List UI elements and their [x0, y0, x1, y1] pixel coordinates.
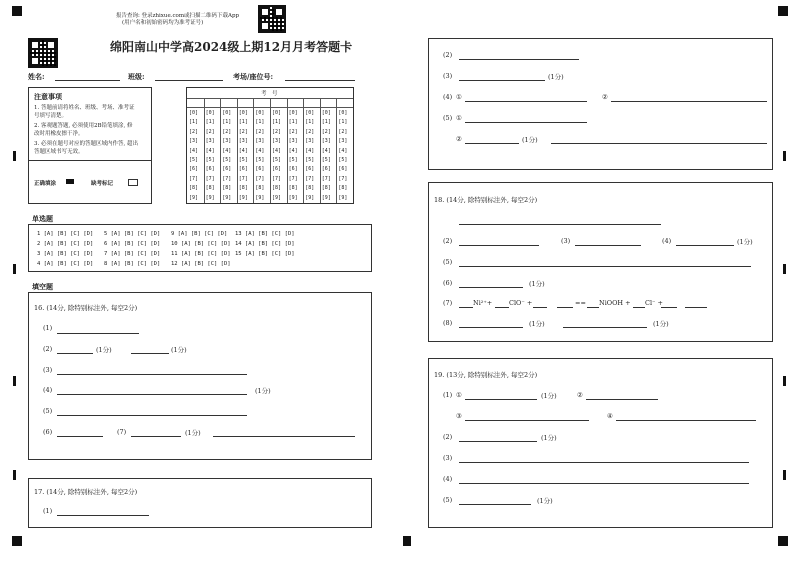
q18-answer-5[interactable] [459, 266, 751, 267]
exam-digit-bubble[interactable]: [2] [272, 128, 282, 135]
exam-digit-bubble[interactable]: [9] [205, 194, 215, 201]
exam-digit-bubble[interactable]: [0] [272, 110, 282, 116]
q16-answer-1[interactable] [57, 333, 139, 334]
q17-part-label: (1) [43, 507, 53, 515]
equation-clo-ion: ClO⁻ + [509, 299, 533, 307]
mc-question-row[interactable]: 9 [A] [B] [C] [D] [171, 231, 228, 237]
q16-answer-7b[interactable] [213, 436, 355, 437]
circled-two: ② [577, 391, 583, 399]
q18-box [428, 182, 773, 342]
exam-digit-bubble[interactable]: [7] [305, 175, 315, 182]
exam-digit-bubble[interactable]: [5] [272, 157, 282, 163]
q17-continued-box [428, 38, 773, 170]
qr-code-side [28, 38, 58, 68]
score-note: (1分) [541, 392, 557, 400]
q17-answer-4a[interactable] [465, 101, 587, 102]
mc-section-title: 单选题 [32, 214, 53, 223]
exam-digit-bubble[interactable]: [2] [288, 128, 298, 135]
mc-question-row[interactable]: 10 [A] [B] [C] [D] [171, 241, 231, 247]
side-mark [13, 470, 16, 480]
notice-line: 2. 客观题答题, 必须使用2B铅笔填涂, 修 [34, 123, 133, 129]
exam-digit-bubble[interactable]: [7] [288, 175, 298, 182]
exam-digit-bubble[interactable]: [9] [272, 194, 282, 201]
mc-box [28, 224, 372, 272]
q17-answer-3[interactable] [459, 80, 545, 81]
equation-niooh: NiOOH + [599, 299, 631, 307]
notice-box [28, 87, 152, 204]
name-field[interactable] [55, 80, 120, 81]
exam-digit-bubble[interactable]: [6] [222, 166, 232, 173]
exam-digit-bubble[interactable]: [6] [321, 166, 331, 173]
exam-digit-bubble[interactable]: [0] [238, 110, 248, 116]
exam-digit-bubble[interactable]: [7] [222, 175, 232, 182]
q19-heading: 19. (13分, 除特别标注外, 每空2分) [434, 371, 538, 379]
notice-line: 1. 答题前请将姓名、班级、考场、准考证 [34, 105, 135, 111]
exam-digit-bubble[interactable]: [7] [205, 175, 215, 182]
exam-digit-bubble[interactable]: [6] [338, 166, 348, 173]
exam-digit-bubble[interactable]: [9] [338, 194, 348, 201]
q16-answer-5[interactable] [57, 415, 247, 416]
exam-digit-bubble[interactable]: [7] [272, 175, 282, 182]
q17-answer-5a[interactable] [465, 122, 587, 123]
corner-mark-bl [12, 536, 22, 546]
score-note: (1分) [171, 346, 187, 354]
notice-line: 改时用橡皮擦干净。 [34, 131, 84, 137]
exam-digit-bubble[interactable]: [8] [338, 185, 348, 192]
q16-answer-4[interactable] [57, 394, 247, 395]
equation-ni-ion: Ni²⁺+ [473, 299, 493, 307]
exam-digit-bubble[interactable]: [5] [205, 157, 215, 163]
q16-answer-7a[interactable] [131, 436, 181, 437]
mc-question-row[interactable]: 12 [A] [B] [C] [D] [171, 261, 231, 267]
correct-fill-sample [66, 179, 74, 184]
side-mark [783, 376, 786, 386]
q19-part-label: (4) [443, 475, 453, 483]
q19-answer-1a[interactable] [465, 399, 537, 400]
exam-digit-bubble[interactable]: [0] [321, 110, 331, 116]
q17-part-label: (2) [443, 51, 453, 59]
exam-digit-bubble[interactable]: [1] [338, 119, 348, 126]
class-field[interactable] [155, 80, 223, 81]
exam-digit-bubble[interactable]: [9] [222, 194, 232, 201]
exam-digit-bubble[interactable]: [6] [272, 166, 282, 173]
score-note: (1分) [96, 346, 112, 354]
exam-digit-bubble[interactable]: [8] [305, 185, 315, 192]
qr-code-top [258, 5, 286, 33]
corner-mark-br [778, 536, 788, 546]
q17-box [28, 478, 372, 528]
q19-answer-5[interactable] [459, 504, 531, 505]
equation-arrow: == [575, 299, 586, 307]
q16-answer-6[interactable] [57, 436, 103, 437]
side-mark [783, 264, 786, 274]
q19-answer-4[interactable] [459, 483, 749, 484]
circled-one: ① [456, 391, 462, 399]
score-note: (1分) [255, 387, 271, 395]
q18-answer-1[interactable] [459, 224, 661, 225]
notice-title: 注意事项 [34, 92, 62, 101]
exam-digit-bubble[interactable]: [1] [255, 119, 265, 126]
exam-digit-bubble[interactable]: [2] [238, 128, 248, 135]
q18-part-label: (6) [443, 279, 453, 287]
exam-digit-bubble[interactable]: [0] [338, 110, 348, 116]
q18-heading: 18. (14分, 除特别标注外, 每空2分) [434, 196, 538, 204]
score-note: (1分) [185, 429, 201, 437]
exam-number-grid[interactable] [186, 87, 354, 204]
exam-digit-bubble[interactable]: [9] [288, 194, 298, 201]
absent-mark-label: 缺考标记 [91, 181, 114, 187]
circled-two: ② [456, 135, 462, 143]
exam-digit-bubble[interactable]: [7] [189, 175, 199, 182]
q18-part-label: (2) [443, 237, 453, 245]
exam-digit-bubble[interactable]: [2] [222, 128, 232, 135]
exam-digit-bubble[interactable]: [0] [288, 110, 298, 116]
score-note: (1分) [537, 497, 553, 505]
exam-digit-bubble[interactable]: [7] [255, 175, 265, 182]
exam-digit-bubble[interactable]: [2] [305, 128, 315, 135]
q16-part-label: (3) [43, 366, 53, 374]
seat-label: 考场/座位号: [233, 72, 274, 81]
exam-digit-bubble[interactable]: [0] [255, 110, 265, 116]
mc-question-row[interactable]: 8 [A] [B] [C] [D] [104, 261, 161, 267]
exam-digit-bubble[interactable]: [1] [288, 119, 298, 126]
exam-digit-bubble[interactable]: [9] [305, 194, 315, 201]
name-label: 姓名: [28, 72, 45, 81]
report-line-1: 报告查询: 登录zhixue.com或扫描二维码下载App [116, 13, 240, 19]
exam-digit-bubble[interactable]: [3] [272, 138, 282, 145]
side-mark [783, 470, 786, 480]
fill-section-title: 填空题 [32, 282, 53, 291]
q18-part-label: (4) [662, 237, 672, 245]
q16-part-label: (1) [43, 324, 53, 332]
q17-answer-2[interactable] [459, 59, 579, 60]
q17-answer-5c[interactable] [551, 143, 767, 144]
exam-digit-bubble[interactable]: [2] [189, 128, 199, 135]
q18-eq-blank-8[interactable] [685, 307, 707, 308]
exam-digit-bubble[interactable]: [4] [205, 147, 215, 154]
mc-question-row[interactable]: 13 [A] [B] [C] [D] [235, 231, 295, 237]
exam-digit-bubble[interactable]: [0] [305, 110, 315, 116]
q19-answer-3[interactable] [459, 462, 749, 463]
q17-answer-1[interactable] [57, 515, 149, 516]
exam-digit-bubble[interactable]: [4] [288, 147, 298, 154]
exam-digit-bubble[interactable]: [1] [321, 119, 331, 126]
q18-answer-8b[interactable] [563, 327, 647, 328]
q18-eq-blank-4[interactable] [557, 307, 573, 308]
q19-answer-1b[interactable] [586, 399, 658, 400]
q17-answer-4b[interactable] [611, 101, 767, 102]
class-label: 班级: [128, 72, 145, 81]
exam-digit-bubble[interactable]: [3] [255, 138, 265, 145]
mc-question-row[interactable]: 3 [A] [B] [C] [D] [37, 251, 94, 257]
score-note: (1分) [522, 136, 538, 144]
side-mark [13, 151, 16, 161]
exam-digit-bubble[interactable]: [1] [272, 119, 282, 126]
exam-digit-bubble[interactable]: [5] [321, 157, 331, 163]
mc-question-row[interactable]: 5 [A] [B] [C] [D] [104, 231, 161, 237]
mc-question-row[interactable]: 4 [A] [B] [C] [D] [37, 261, 94, 267]
exam-digit-bubble[interactable]: [4] [272, 147, 282, 154]
circled-two: ② [602, 93, 608, 101]
q19-answer-2[interactable] [459, 441, 537, 442]
exam-digit-bubble[interactable]: [5] [189, 157, 199, 163]
exam-digit-bubble[interactable]: [6] [305, 166, 315, 173]
q18-eq-blank-7[interactable] [661, 307, 677, 308]
mc-question-row[interactable]: 6 [A] [B] [C] [D] [104, 241, 161, 247]
exam-digit-bubble[interactable]: [3] [238, 138, 248, 145]
exam-digit-bubble[interactable]: [4] [305, 147, 315, 154]
exam-digit-bubble[interactable]: [5] [305, 157, 315, 163]
exam-digit-bubble[interactable]: [3] [222, 138, 232, 145]
q16-part-label: (6) [43, 428, 53, 436]
exam-digit-bubble[interactable]: [8] [222, 185, 232, 192]
score-note: (1分) [529, 280, 545, 288]
exam-digit-bubble[interactable]: [6] [288, 166, 298, 173]
exam-digit-bubble[interactable]: [4] [222, 147, 232, 154]
exam-digit-bubble[interactable]: [5] [338, 157, 348, 163]
q19-part-label: (5) [443, 496, 453, 504]
exam-digit-bubble[interactable]: [5] [288, 157, 298, 163]
exam-digit-bubble[interactable]: [3] [305, 138, 315, 145]
exam-digit-bubble[interactable]: [4] [255, 147, 265, 154]
q18-part-label: (7) [443, 299, 453, 307]
exam-digit-bubble[interactable]: [8] [272, 185, 282, 192]
q18-eq-blank-1[interactable] [459, 307, 473, 308]
exam-digit-bubble[interactable]: [8] [189, 185, 199, 192]
q16-part-label: (5) [43, 407, 53, 415]
exam-digit-bubble[interactable]: [4] [321, 147, 331, 154]
mc-question-row[interactable]: 14 [A] [B] [C] [D] [235, 241, 295, 247]
exam-digit-bubble[interactable]: [8] [288, 185, 298, 192]
exam-digit-bubble[interactable]: [4] [238, 147, 248, 154]
q19-part-label: (1) [443, 391, 453, 399]
exam-digit-bubble[interactable]: [1] [205, 119, 215, 126]
q16-part-label: (2) [43, 345, 53, 353]
exam-digit-bubble[interactable]: [5] [238, 157, 248, 163]
equation-cl-ion: Cl⁻ + [645, 299, 663, 307]
exam-digit-bubble[interactable]: [6] [189, 166, 199, 173]
q16-answer-3[interactable] [57, 374, 247, 375]
exam-digit-bubble[interactable]: [2] [255, 128, 265, 135]
q19-part-label: (2) [443, 433, 453, 441]
exam-digit-bubble[interactable]: [2] [205, 128, 215, 135]
mc-question-row[interactable]: 11 [A] [B] [C] [D] [171, 251, 231, 257]
mc-question-row[interactable]: 15 [A] [B] [C] [D] [235, 251, 295, 257]
exam-digit-bubble[interactable]: [7] [338, 175, 348, 182]
q17-answer-5b[interactable] [465, 143, 519, 144]
report-line-2: (用户名和初始密码均为准考证号) [122, 20, 204, 26]
exam-digit-bubble[interactable]: [0] [205, 110, 215, 116]
score-note: (1分) [541, 434, 557, 442]
page-title: 绵阳南山中学高2024级上期12月月考答题卡 [110, 40, 353, 54]
exam-digit-bubble[interactable]: [0] [222, 110, 232, 116]
correct-fill-label: 正确填涂 [34, 181, 57, 187]
exam-digit-bubble[interactable]: [3] [321, 138, 331, 145]
exam-digit-bubble[interactable]: [6] [255, 166, 265, 173]
exam-digit-bubble[interactable]: [9] [321, 194, 331, 201]
exam-number-label: 考 号 [261, 91, 278, 97]
exam-digit-bubble[interactable]: [1] [222, 119, 232, 126]
exam-digit-bubble[interactable]: [1] [238, 119, 248, 126]
exam-digit-bubble[interactable]: [6] [238, 166, 248, 173]
exam-digit-bubble[interactable]: [7] [238, 175, 248, 182]
exam-digit-bubble[interactable]: [8] [255, 185, 265, 192]
seat-field[interactable] [285, 80, 355, 81]
circled-one: ① [456, 93, 462, 101]
score-note: (1分) [529, 320, 545, 328]
exam-digit-bubble[interactable]: [0] [189, 110, 199, 116]
exam-digit-bubble[interactable]: [1] [189, 119, 199, 126]
q18-eq-blank-6[interactable] [633, 307, 645, 308]
q18-eq-blank-2[interactable] [495, 307, 509, 308]
q17-part-label: (4) [443, 93, 453, 101]
exam-digit-bubble[interactable]: [3] [189, 138, 199, 145]
q16-answer-2b[interactable] [131, 353, 169, 354]
q18-answer-8a[interactable] [459, 327, 523, 328]
q18-part-label: (5) [443, 258, 453, 266]
q19-answer-1d[interactable] [616, 420, 756, 421]
q19-part-label: (3) [443, 454, 453, 462]
notice-line: 3. 必须在题号对应的答题区域内作答, 超出 [34, 141, 138, 147]
side-mark [13, 264, 16, 274]
side-mark [783, 151, 786, 161]
q16-box [28, 292, 372, 460]
q19-box [428, 358, 773, 528]
exam-digit-bubble[interactable]: [8] [321, 185, 331, 192]
q18-part-label: (8) [443, 319, 453, 327]
q16-heading: 16. (14分, 除特别标注外, 每空2分) [34, 304, 138, 312]
notice-line: 答题区域书写无效。 [34, 149, 84, 155]
exam-digit-bubble[interactable]: [9] [189, 194, 199, 201]
q18-answer-4[interactable] [676, 245, 734, 246]
q18-answer-2[interactable] [459, 245, 539, 246]
q16-part-label: (4) [43, 386, 53, 394]
mc-question-row[interactable]: 2 [A] [B] [C] [D] [37, 241, 94, 247]
circled-three: ③ [456, 412, 462, 420]
exam-digit-bubble[interactable]: [2] [321, 128, 331, 135]
q17-part-label: (5) [443, 114, 453, 122]
exam-digit-bubble[interactable]: [4] [338, 147, 348, 154]
mc-question-row[interactable]: 1 [A] [B] [C] [D] [37, 231, 94, 237]
q16-answer-2a[interactable] [57, 353, 93, 354]
score-note: (1分) [548, 73, 564, 81]
q18-answer-6[interactable] [459, 287, 523, 288]
corner-mark-tl [12, 6, 22, 16]
exam-digit-bubble[interactable]: [5] [222, 157, 232, 163]
exam-digit-bubble[interactable]: [3] [205, 138, 215, 145]
q18-eq-blank-5[interactable] [587, 307, 599, 308]
circled-one: ① [456, 114, 462, 122]
exam-digit-bubble[interactable]: [1] [305, 119, 315, 126]
score-note: (1分) [653, 320, 669, 328]
exam-digit-bubble[interactable]: [3] [338, 138, 348, 145]
circled-four: ④ [607, 412, 613, 420]
exam-digit-bubble[interactable]: [8] [238, 185, 248, 192]
exam-digit-bubble[interactable]: [3] [288, 138, 298, 145]
q18-eq-blank-3[interactable] [533, 307, 547, 308]
q19-answer-1c[interactable] [465, 420, 589, 421]
q17-heading: 17. (14分, 除特别标注外, 每空2分) [34, 488, 138, 496]
q18-part-label: (3) [561, 237, 571, 245]
absent-mark-box[interactable] [128, 179, 138, 186]
exam-digit-bubble[interactable]: [6] [205, 166, 215, 173]
score-note: (1分) [737, 238, 753, 246]
q17-part-label: (3) [443, 72, 453, 80]
notice-line: 号填写清楚。 [34, 113, 68, 119]
exam-digit-bubble[interactable]: [4] [189, 147, 199, 154]
exam-digit-bubble[interactable]: [7] [321, 175, 331, 182]
exam-digit-bubble[interactable]: [9] [255, 194, 265, 201]
exam-digit-bubble[interactable]: [5] [255, 157, 265, 163]
q16-part-label: (7) [117, 428, 127, 436]
corner-mark-bm [403, 536, 411, 546]
exam-digit-bubble[interactable]: [2] [338, 128, 348, 135]
mc-question-row[interactable]: 7 [A] [B] [C] [D] [104, 251, 161, 257]
corner-mark-tr [778, 6, 788, 16]
side-mark [13, 376, 16, 386]
q18-answer-3[interactable] [575, 245, 641, 246]
exam-digit-bubble[interactable]: [9] [238, 194, 248, 201]
exam-digit-bubble[interactable]: [8] [205, 185, 215, 192]
